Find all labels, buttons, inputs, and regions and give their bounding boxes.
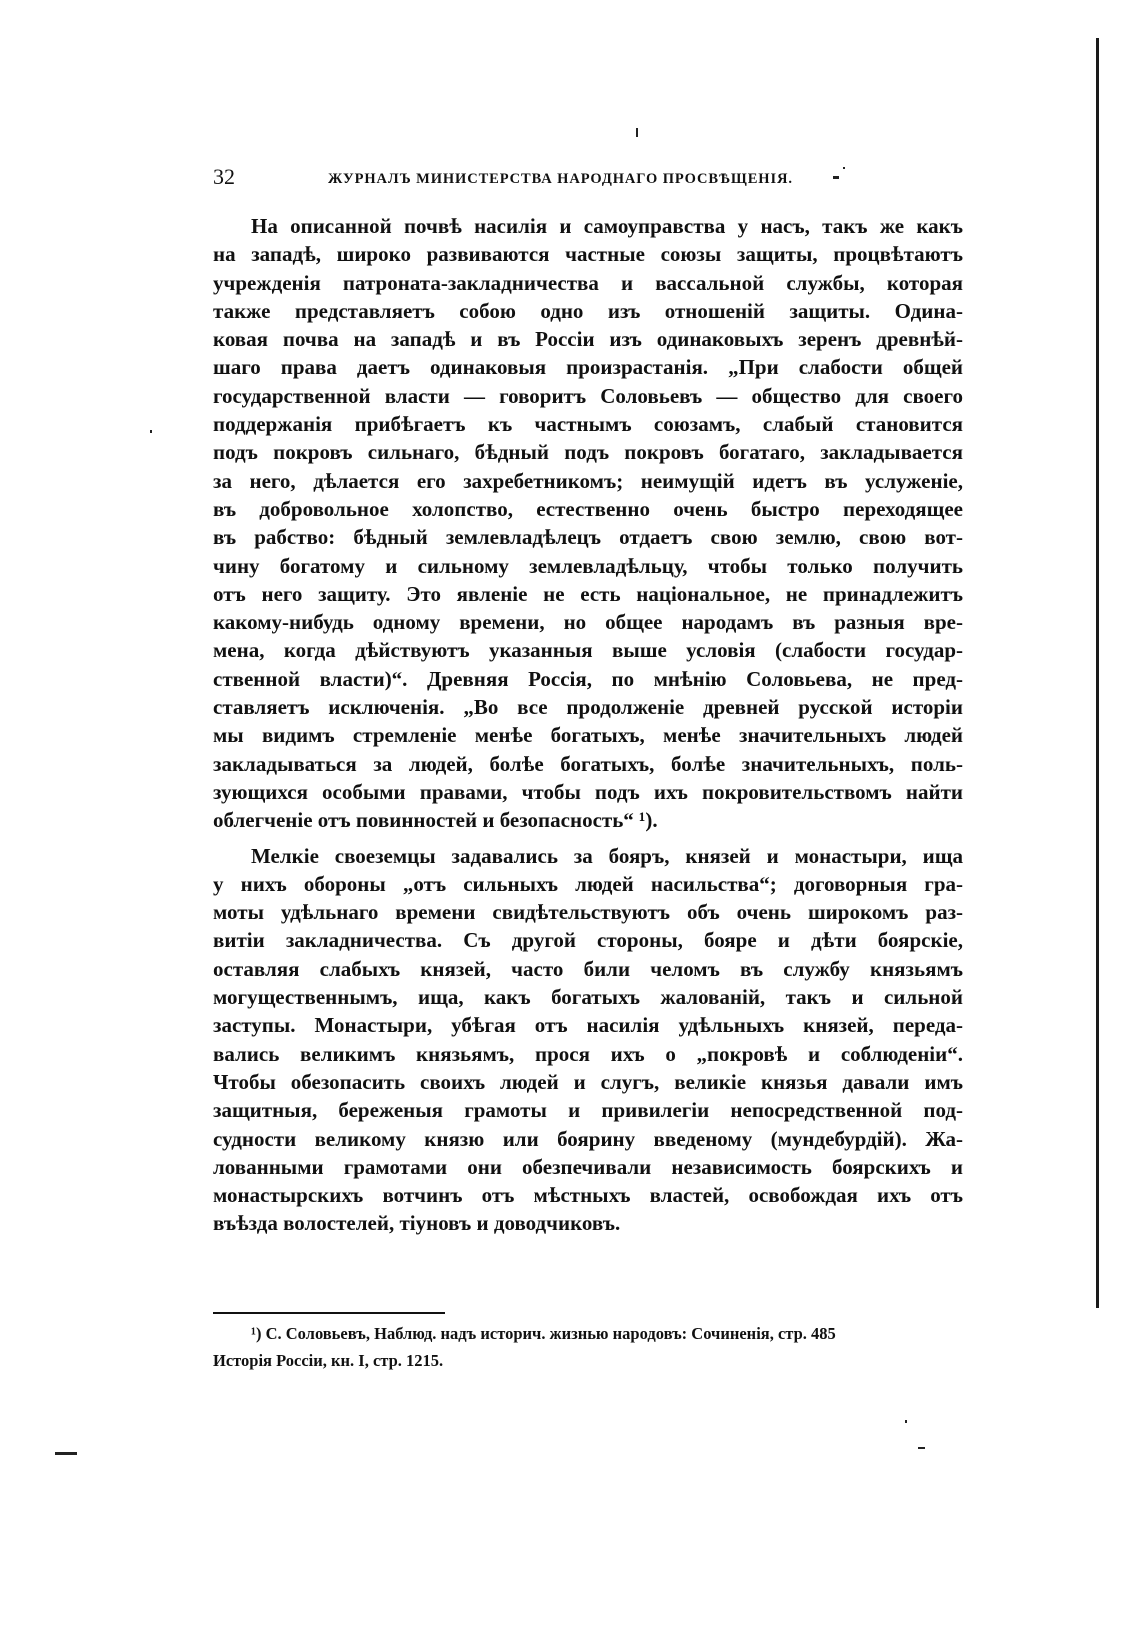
text-line: оставляя слабыхъ князей, часто били челомъ въ службу князьямъ (213, 956, 963, 981)
text-line: заступы. Монастыри, убѣгая отъ насилія удѣльныхъ князей, переда- (213, 1013, 963, 1038)
text-line: чину богатому и сильному землевладѣльцу, чтобы только получить (213, 553, 963, 578)
text-line: зующихся особыми правами, чтобы подъ ихъ покровительствомъ найти (213, 779, 963, 804)
text-line: мы видимъ стремленіе менѣе богатыхъ, менѣе значительныхъ людей (213, 723, 963, 748)
text-line: могущественнымъ, ища, какъ богатыхъ жалованій, такъ и сильной (213, 985, 963, 1010)
main-text (213, 212, 963, 1238)
scan-speck (636, 128, 638, 137)
text-line: лованными грамотами они обезпечивали независимость боярскихъ и (213, 1154, 963, 1179)
text-line: ковая почва на западѣ и въ Россіи изъ одинаковыхъ зеренъ древнѣй- (213, 327, 963, 352)
footnote-line: ¹) С. Соловьевъ, Наблюд. надъ историч. жизнью народовъ: Сочиненія, стр. 485 (251, 1324, 836, 1343)
scan-speck (918, 1447, 925, 1449)
scan-speck (150, 430, 152, 433)
text-line: въ рабство: бѣдный землевладѣлецъ отдаетъ свою землю, свою вот- (213, 525, 963, 550)
text-line: поддержанія прибѣгаетъ къ частнымъ союзамъ, слабый становится (213, 412, 963, 437)
scan-speck (55, 1452, 77, 1455)
running-title: ЖУРНАЛЪ МИНИСТЕРСТВА НАРОДНАГО ПРОСВѢЩЕНІЯ. (328, 171, 793, 187)
text-line: Мелкіе своеземцы задавались за бояръ, князей и монастыри, ища (251, 843, 963, 868)
text-line: отъ него защиту. Это явленіе не есть національное, не принадлежитъ (213, 581, 963, 606)
text-line: облегченіе отъ повинностей и безопасность“ ¹). (213, 808, 658, 833)
text-line: защитныя, береженыя грамоты и привилегіи непосредственной под- (213, 1098, 963, 1123)
page-header (213, 163, 863, 195)
text-line: На описанной почвѣ насилія и самоуправства у насъ, такъ же какъ (251, 214, 963, 238)
text-line: ственной власти)“. Древняя Россія, по мнѣнію Соловьева, не пред- (213, 666, 963, 691)
text-line: на западѣ, широко развиваются частные союзы защиты, процвѣтаютъ (213, 242, 963, 267)
footnotes (213, 1320, 963, 1374)
footnote-line: Исторія Россіи, кн. I, стр. 1215. (213, 1351, 444, 1370)
text-line: также представляетъ собою одно изъ отношеній защиты. Одина- (213, 298, 963, 323)
page-edge-shadow (1096, 38, 1099, 1308)
text-line: учрежденія патроната-закладничества и вассальной службы, которая (213, 270, 963, 295)
text-line: у нихъ обороны „отъ сильныхъ людей насильства“; договорныя гра- (213, 871, 963, 896)
text-line: за него, дѣлается его захребетникомъ; неимущій идетъ въ услуженіе, (213, 468, 963, 493)
text-line: ставляетъ исключенія. „Во все продолженіе древней русской исторіи (213, 695, 963, 720)
text-line: монастырскихъ вотчинъ отъ мѣстныхъ властей, освобождая ихъ отъ (213, 1183, 963, 1208)
text-line: въ добровольное холопство, естественно очень быстро переходящее (213, 496, 963, 521)
page-number: 32 (213, 164, 235, 189)
text-line: мена, когда дѣйствуютъ указанныя выше условія (слабости государ- (213, 638, 963, 663)
text-line: Чтобы обезопасить своихъ людей и слугъ, великіе князья давали имъ (213, 1069, 963, 1094)
text-line: витіи закладничества. Съ другой стороны, бояре и дѣти боярскіе, (213, 928, 963, 953)
text-line: государственной власти — говоритъ Соловьевъ — общество для своего (213, 383, 963, 408)
scan-speck (905, 1420, 907, 1423)
footnote-rule (213, 1312, 445, 1314)
text-line: закладываться за людей, болѣе богатыхъ, болѣе значительныхъ, поль- (213, 751, 963, 776)
paragraph-gap (213, 835, 963, 842)
text-line: въѣзда волостелей, тіуновъ и доводчиковъ. (213, 1211, 621, 1236)
text-line: какому-нибудь одному времени, но общее народамъ въ разныя вре- (213, 610, 963, 635)
text-line: моты удѣльнаго времени свидѣтельствуютъ объ очень широкомъ раз- (213, 900, 963, 925)
text-line: подъ покровъ сильнаго, бѣдный подъ покровъ богатаго, закладывается (213, 440, 963, 465)
text-line: судности великому князю или боярину введеному (мундебурдій). Жа- (213, 1126, 963, 1151)
text-line: шаго права даетъ одинаковыя произрастанія. „При слабости общей (213, 355, 963, 380)
text-line: вались великимъ князьямъ, прося ихъ о „покровѣ и соблюденіи“. (213, 1041, 963, 1066)
